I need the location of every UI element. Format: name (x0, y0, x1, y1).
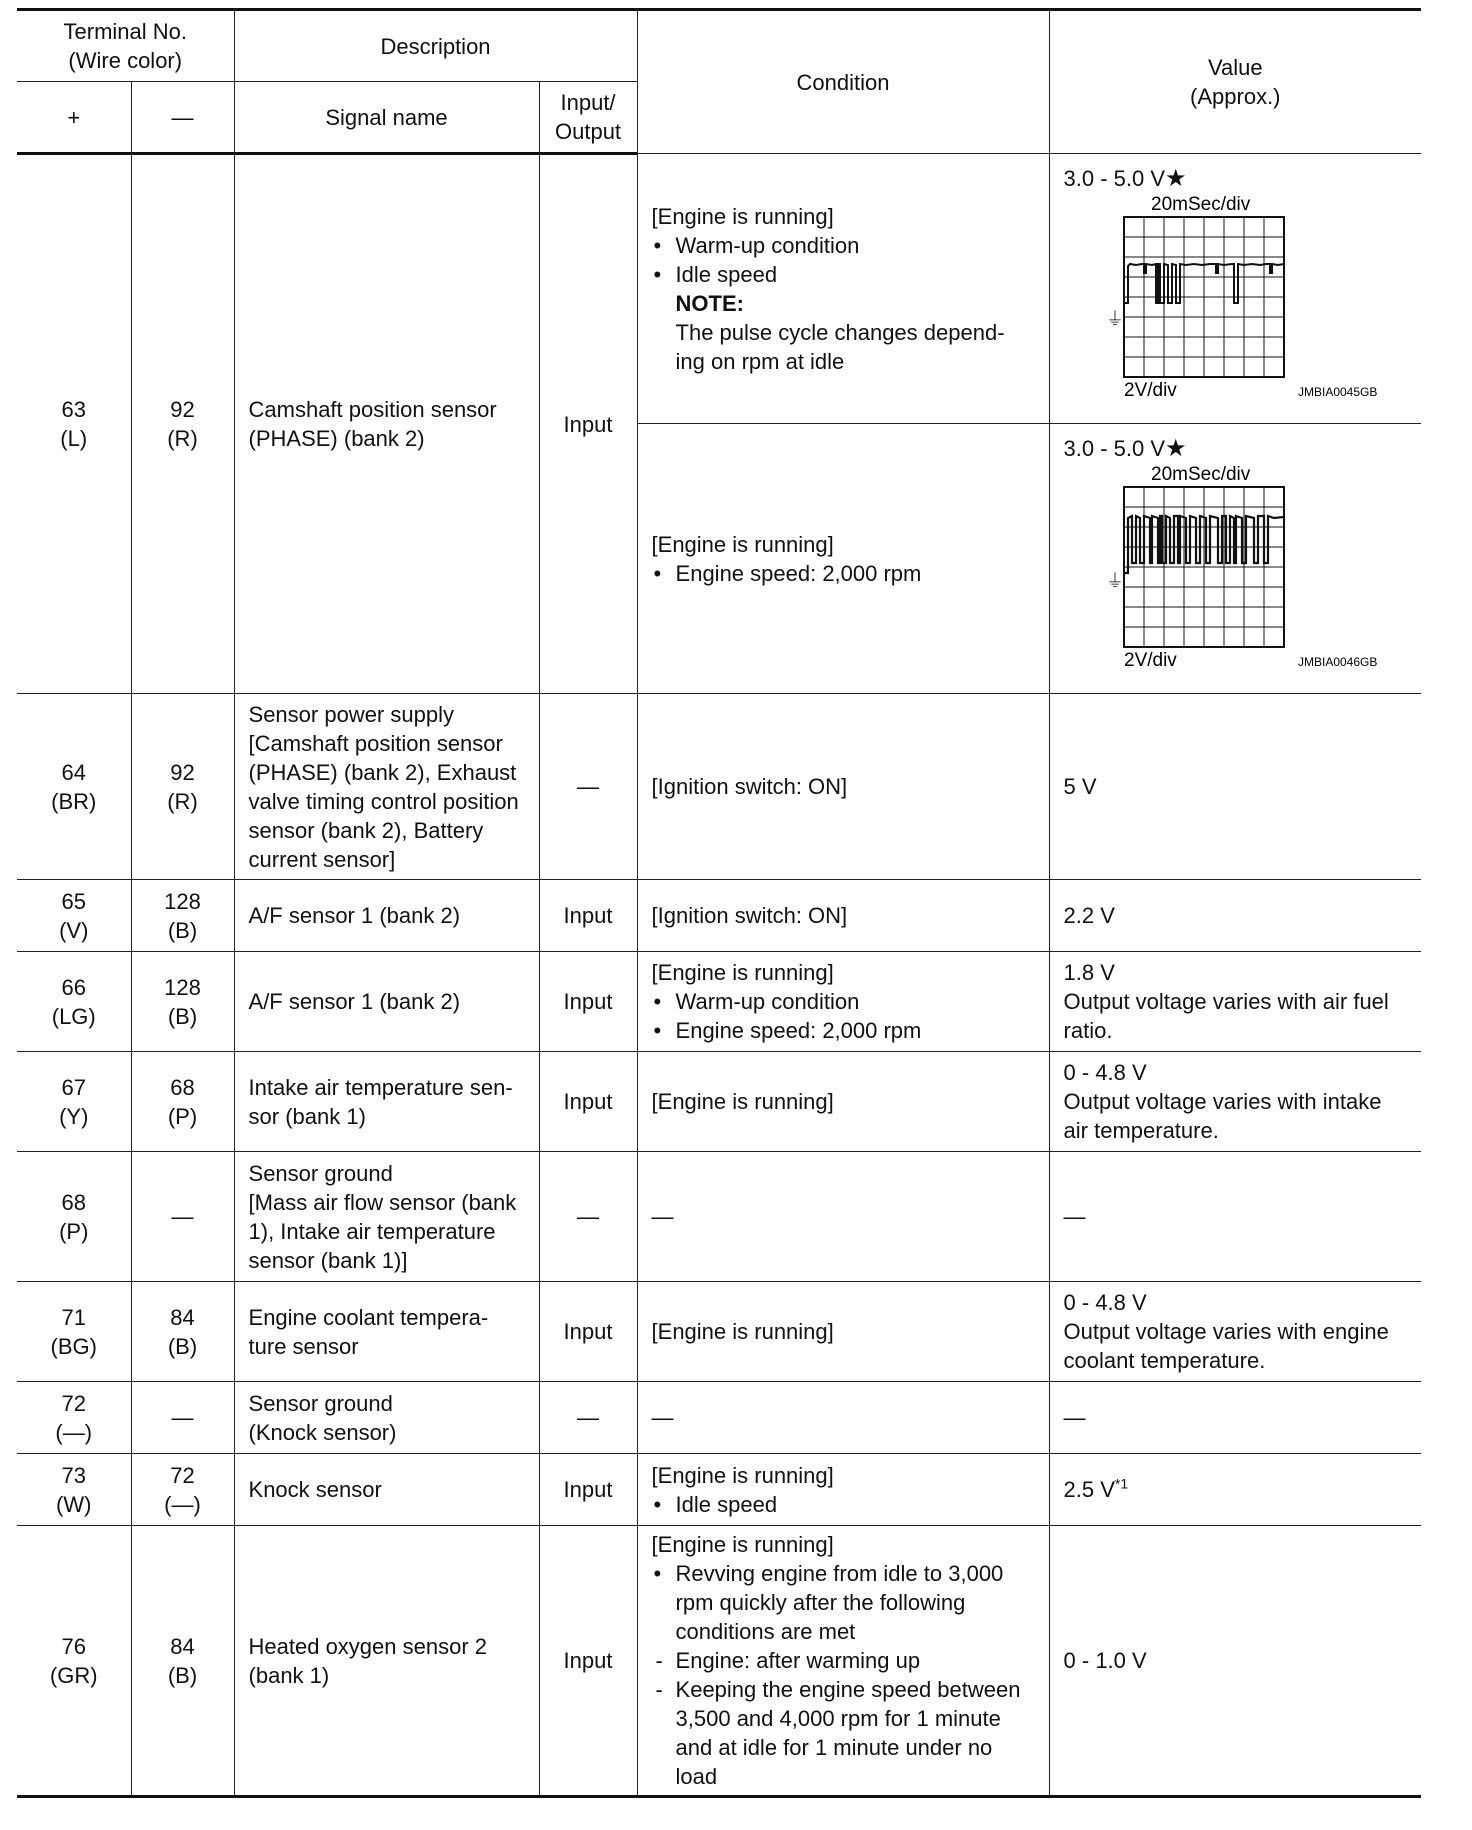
wire-color: (BR) (51, 788, 97, 814)
terminal-number: 84 (170, 1633, 195, 1659)
timebase-label: 20mSec/div (1150, 464, 1250, 485)
value-text: Output voltage varies with air fuel (1063, 989, 1389, 1014)
figure-code: JMBIA0046GB (1297, 655, 1377, 669)
io-cell: Input (539, 1526, 637, 1797)
wire-color: (W) (56, 1491, 92, 1517)
table-row (17, 952, 1421, 1052)
table-row (17, 1382, 1421, 1454)
wire-color: (—) (164, 1491, 201, 1517)
terminal-number: 66 (61, 974, 86, 1000)
io-cell: Input (539, 1052, 637, 1152)
value-range: 3.0 - 5.0 V (1063, 166, 1166, 191)
value-cell: 2.2 V (1049, 880, 1421, 952)
value-text (1064, 434, 1408, 463)
terminal-number: 63 (61, 397, 86, 422)
signal-name-cell (234, 1526, 539, 1797)
signal-text: sensor (bank 2), Battery (248, 817, 484, 843)
signal-text: Camshaft position sensor (248, 397, 497, 422)
wire-color: (BG) (50, 1333, 97, 1359)
minus-terminal-cell (131, 1526, 234, 1797)
terminal-table (17, 8, 1421, 1798)
plus-terminal-cell (17, 1052, 131, 1152)
note-title: NOTE: (675, 290, 744, 316)
condition-head: [Engine is running] (651, 1532, 834, 1557)
plus-terminal-cell (17, 880, 131, 952)
condition-head: [Engine is running] (651, 1462, 834, 1488)
condition-bullet: • Warm-up condition (652, 987, 1035, 1016)
condition-header: Condition (637, 10, 1049, 154)
wire-color: (Y) (59, 1103, 89, 1129)
signal-text: sensor (bank 1)] (248, 1247, 408, 1273)
signal-text: Intake air temperature sen- (248, 1074, 513, 1100)
condition-cell: — (637, 1152, 1049, 1282)
signal-name-cell (234, 1152, 539, 1282)
vdiv-label: 2V/div (1123, 380, 1177, 401)
signal-name-cell (234, 1382, 539, 1454)
terminal-number: 71 (61, 1304, 86, 1330)
signal-text: [Camshaft position sensor (248, 730, 503, 756)
star-icon: ★ (1165, 435, 1187, 462)
wire-color: (P) (167, 1103, 198, 1129)
terminal-number: 67 (61, 1074, 86, 1100)
star-icon: ★ (1165, 165, 1187, 192)
terminal-number: 73 (61, 1462, 86, 1488)
wire-color: (L) (60, 426, 88, 451)
condition-bullet: • Engine speed: 2,000 rpm (652, 559, 1035, 588)
input-output-header (539, 82, 637, 154)
minus-terminal-cell (131, 154, 234, 694)
terminal-number: 68 (170, 1074, 195, 1100)
terminal-number: 65 (61, 888, 86, 914)
signal-text: Heated oxygen sensor 2 (248, 1633, 488, 1659)
signal-name-cell (234, 154, 539, 694)
value-cell (1049, 1052, 1421, 1152)
condition-bullet: • Engine speed: 2,000 rpm (652, 1016, 1035, 1045)
signal-text: Sensor ground (248, 1390, 393, 1416)
io-cell: — (539, 1152, 637, 1282)
signal-text: sor (bank 1) (248, 1103, 366, 1129)
oscilloscope-graphic (1094, 193, 1414, 403)
terminal-number: 92 (170, 759, 195, 785)
io-cell: Input (539, 1454, 637, 1526)
table-row (17, 1526, 1421, 1797)
approx-label: (Approx.) (1190, 84, 1281, 109)
vdiv-label: 2V/div (1123, 650, 1177, 671)
signal-text: (PHASE) (bank 2), Exhaust (248, 759, 517, 785)
value-cell: 5 V (1049, 694, 1421, 880)
value-text: 2.5 V (1063, 1477, 1115, 1502)
timebase-label: 20mSec/div (1150, 194, 1250, 215)
value-text: Output voltage varies with engine (1063, 1319, 1389, 1344)
condition-cell: — (637, 1382, 1049, 1454)
signal-text: current sensor] (248, 846, 396, 872)
scope-grid (1124, 487, 1284, 647)
condition-head: [Engine is running] (651, 531, 834, 557)
io-cell: Input (539, 880, 637, 952)
table-row (17, 154, 1421, 424)
condition-cell (637, 952, 1049, 1052)
table-row (17, 1152, 1421, 1282)
signal-name-cell (234, 1052, 539, 1152)
signal-text: Sensor ground (248, 1160, 393, 1186)
wire-color: (B) (167, 1003, 198, 1029)
plus-header: + (17, 82, 131, 154)
value-text: 1.8 V (1063, 960, 1115, 985)
condition-list (652, 559, 1035, 588)
table-row (17, 1454, 1421, 1526)
value-cell: 0 - 1.0 V (1049, 1526, 1421, 1797)
oscilloscope-graphic (1094, 463, 1414, 673)
scope-grid (1124, 217, 1284, 377)
condition-cell (637, 1526, 1049, 1797)
condition-list (652, 231, 1035, 289)
value-range: 3.0 - 5.0 V (1063, 436, 1166, 461)
condition-list (652, 1559, 1035, 1791)
input-output-label-2: Output (555, 119, 622, 144)
minus-terminal-cell: — (131, 1152, 234, 1282)
ground-icon: ⏚ (1105, 571, 1124, 592)
note-text: ing on rpm at idle (675, 348, 845, 374)
terminal-number: 76 (61, 1633, 86, 1659)
condition-cell: [Ignition switch: ON] (637, 694, 1049, 880)
terminal-number: 128 (164, 974, 201, 1000)
minus-terminal-cell (131, 1454, 234, 1526)
table-row (17, 694, 1421, 880)
footnote-marker: *1 (1114, 1475, 1129, 1492)
minus-terminal-cell (131, 694, 234, 880)
signal-name-cell (234, 1282, 539, 1382)
value-text: coolant temperature. (1063, 1348, 1266, 1373)
oscilloscope-waveform-1 (1094, 193, 1414, 403)
signal-text: (bank 1) (248, 1662, 330, 1688)
input-output-label-1: Input/ (560, 90, 616, 115)
value-text (1064, 164, 1408, 193)
signal-text: Engine coolant tempera- (248, 1304, 489, 1330)
condition-cell (637, 424, 1049, 694)
terminal-no-label: Terminal No. (63, 19, 187, 44)
condition-head: [Engine is running] (651, 203, 834, 229)
signal-text: ture sensor (248, 1333, 359, 1359)
signal-text: (PHASE) (bank 2) (248, 426, 425, 451)
minus-terminal-cell (131, 952, 234, 1052)
wire-color: (B) (167, 917, 198, 943)
condition-bullet: • Idle speed (652, 260, 1035, 289)
table-row (17, 1052, 1421, 1152)
wire-color: (—) (55, 1419, 93, 1445)
plus-terminal-cell (17, 154, 131, 694)
minus-terminal-cell: — (131, 1382, 234, 1454)
condition-sub-item: - Keeping the engine speed between 3,500 and 4,000 rpm for 1 minute and at idle for 1 minute under no load (652, 1675, 1035, 1791)
plus-terminal-cell (17, 1382, 131, 1454)
condition-cell: [Engine is running] (637, 1282, 1049, 1382)
terminal-no-header (17, 10, 234, 82)
condition-cell: [Engine is running] (637, 1052, 1049, 1152)
signal-text: 1), Intake air temperature (248, 1218, 496, 1244)
condition-bullet: • Revving engine from idle to 3,000 rpm quickly after the following conditions are met (652, 1559, 1035, 1646)
value-text: air temperature. (1063, 1118, 1219, 1143)
value-label: Value (1207, 55, 1263, 80)
value-header (1049, 10, 1421, 154)
signal-text: [Mass air flow sensor (bank (248, 1189, 517, 1215)
value-cell (1049, 1282, 1421, 1382)
description-header: Description (234, 10, 637, 82)
wire-color-label: (Wire color) (68, 48, 183, 73)
signal-name-cell: Knock sensor (234, 1454, 539, 1526)
table-row (17, 880, 1421, 952)
wire-color: (B) (167, 1333, 198, 1359)
condition-list (652, 1490, 1035, 1519)
condition-list (652, 987, 1035, 1045)
value-text: ratio. (1063, 1018, 1113, 1043)
wire-color: (B) (167, 1662, 198, 1688)
value-cell (1049, 154, 1421, 424)
signal-name-header: Signal name (234, 82, 539, 154)
terminal-number: 92 (170, 397, 195, 422)
figure-code: JMBIA0045GB (1297, 385, 1377, 399)
signal-text: valve timing control position (248, 788, 519, 814)
wire-color: (R) (167, 788, 198, 814)
signal-name-cell: A/F sensor 1 (bank 2) (234, 880, 539, 952)
value-cell (1049, 424, 1421, 694)
value-text: 0 - 4.8 V (1063, 1060, 1147, 1085)
terminal-number: 128 (164, 888, 201, 914)
plus-terminal-cell (17, 1152, 131, 1282)
terminal-number: 68 (61, 1189, 86, 1215)
value-cell (1049, 1454, 1421, 1526)
value-cell: — (1049, 1152, 1421, 1282)
condition-head: [Engine is running] (651, 960, 834, 985)
condition-cell: [Ignition switch: ON] (637, 880, 1049, 952)
minus-header: — (131, 82, 234, 154)
minus-terminal-cell (131, 1282, 234, 1382)
wire-color: (V) (59, 917, 89, 943)
wire-color: (LG) (51, 1003, 96, 1029)
table-row (17, 1282, 1421, 1382)
condition-bullet: • Warm-up condition (652, 231, 1035, 260)
plus-terminal-cell (17, 694, 131, 880)
terminal-number: 72 (61, 1390, 86, 1416)
minus-terminal-cell (131, 880, 234, 952)
condition-cell (637, 154, 1049, 424)
signal-text: Sensor power supply (248, 701, 454, 727)
plus-terminal-cell (17, 1282, 131, 1382)
wire-color: (P) (59, 1218, 89, 1244)
io-cell: Input (539, 952, 637, 1052)
terminal-number: 84 (170, 1304, 195, 1330)
io-cell: — (539, 1382, 637, 1454)
ground-icon: ⏚ (1105, 309, 1124, 330)
terminal-spec-sheet (17, 8, 1421, 1798)
io-cell: Input (539, 154, 637, 694)
minus-terminal-cell (131, 1052, 234, 1152)
value-cell (1049, 952, 1421, 1052)
signal-name-cell: A/F sensor 1 (bank 2) (234, 952, 539, 1052)
condition-sub-item: - Engine: after warming up (652, 1646, 1035, 1675)
wire-color: (GR) (49, 1662, 98, 1688)
condition-bullet: • Idle speed (652, 1490, 1035, 1519)
signal-text: (Knock sensor) (248, 1419, 397, 1445)
wire-color: (R) (167, 426, 198, 451)
terminal-number: 64 (61, 759, 86, 785)
value-text: Output voltage varies with intake (1063, 1089, 1382, 1114)
condition-cell (637, 1454, 1049, 1526)
io-cell: Input (539, 1282, 637, 1382)
value-text: 0 - 4.8 V (1063, 1290, 1147, 1315)
signal-name-cell (234, 694, 539, 880)
plus-terminal-cell (17, 952, 131, 1052)
plus-terminal-cell (17, 1526, 131, 1797)
io-cell: — (539, 694, 637, 880)
plus-terminal-cell (17, 1454, 131, 1526)
note-text: The pulse cycle changes depend- (675, 319, 1005, 345)
oscilloscope-waveform-2 (1094, 463, 1414, 673)
value-cell: — (1049, 1382, 1421, 1454)
terminal-number: 72 (170, 1462, 195, 1488)
header-row-1 (17, 10, 1421, 82)
